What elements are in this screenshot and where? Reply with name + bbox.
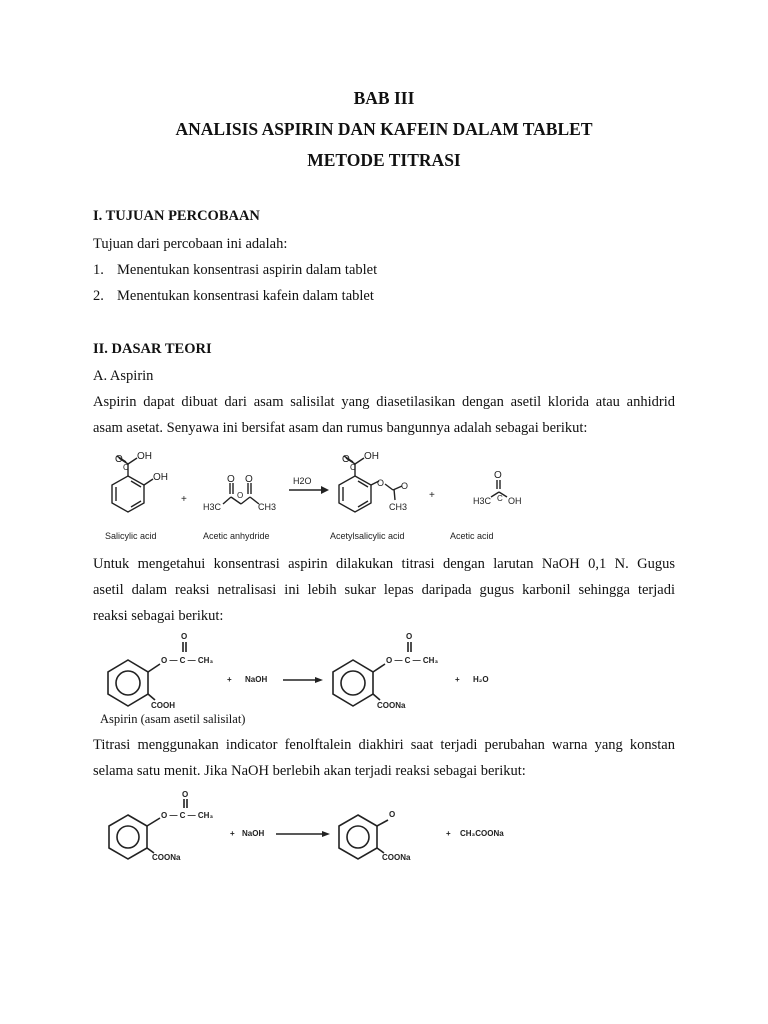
atom-label: O xyxy=(401,481,409,491)
atom-label: O xyxy=(227,474,235,485)
atom-label: OH xyxy=(153,472,168,483)
ester-group: O — C — CH₃ xyxy=(161,656,214,665)
reagent-label: H2O xyxy=(293,476,312,486)
aromatic-circle xyxy=(341,671,365,695)
atom-label: CH3 xyxy=(389,502,408,512)
atom-label: CH3 xyxy=(258,502,277,512)
benzene-ring xyxy=(108,660,148,706)
atom-label: O xyxy=(181,632,188,641)
atom-label: O xyxy=(494,470,502,481)
atom-label: H3C xyxy=(203,502,222,512)
chapter-title: BAB III xyxy=(353,88,415,108)
aromatic-circle xyxy=(347,826,369,848)
atom-label: C xyxy=(350,463,356,472)
paragraph-line: asetil dalam reaksi netralisasi ini lebih sukar lepas daripada gugus karbonil sehingga terjadi xyxy=(93,582,675,598)
substituent-label: COOH xyxy=(151,701,175,710)
aromatic-circle xyxy=(117,826,139,848)
byproduct-label: CH₃COONa xyxy=(460,829,504,838)
benzene-ring xyxy=(339,476,371,512)
compound-label: Salicylic acid xyxy=(105,531,157,541)
atom-label: O xyxy=(182,790,189,799)
atom-label: OH xyxy=(137,451,152,462)
section-heading-tujuan: I. TUJUAN PERCOBAAN xyxy=(93,208,260,224)
plus-sign: + xyxy=(181,494,187,505)
aspirin-synthesis-scheme xyxy=(93,446,553,544)
benzene-ring xyxy=(109,815,147,859)
paragraph-line: Untuk mengetahui konsentrasi aspirin dilakukan titrasi dengan larutan NaOH 0,1 N. Gugus xyxy=(93,556,675,572)
list-item-number: 2. xyxy=(93,288,104,304)
excess-naoh-scheme xyxy=(100,790,530,862)
figure-caption: Aspirin (asam asetil salisilat) xyxy=(100,712,246,726)
aspirin-neutralization-scheme xyxy=(93,630,513,710)
paragraph-line: reaksi sebagai berikut: xyxy=(93,608,224,624)
substituent-label: COONa xyxy=(377,701,406,710)
compound-label: Acetic anhydride xyxy=(203,531,270,541)
atom-label: C xyxy=(497,494,503,503)
aromatic-circle xyxy=(116,671,140,695)
atom-label: O xyxy=(406,632,413,641)
ester-group: O — C — CH₃ xyxy=(161,811,214,820)
atom-label: OH xyxy=(364,451,379,462)
atom-label: O xyxy=(115,454,123,465)
reaction-arrow-head xyxy=(315,677,323,683)
plus-sign: + xyxy=(429,490,435,501)
section-intro: Tujuan dari percobaan ini adalah: xyxy=(93,236,288,252)
reaction-arrow-head xyxy=(321,486,329,494)
list-item-number: 1. xyxy=(93,262,104,278)
subsection-heading-aspirin: A. Aspirin xyxy=(93,368,154,384)
paragraph-line: selama satu menit. Jika NaOH berlebih akan terjadi reaksi sebagai berikut: xyxy=(93,763,526,779)
document-title: ANALISIS ASPIRIN DAN KAFEIN DALAM TABLET xyxy=(175,119,593,139)
substituent-label: COONa xyxy=(152,853,181,862)
atom-label: O xyxy=(245,474,253,485)
benzene-ring xyxy=(333,660,373,706)
reagent-label: NaOH xyxy=(245,675,268,684)
paragraph-line: asam asetat. Senyawa ini bersifat asam dan rumus bangunnya adalah sebagai berikut: xyxy=(93,420,588,436)
paragraph-line: Titrasi menggunakan indicator fenolftalein diakhiri saat terjadi perubahan warna yang konstan xyxy=(93,737,675,753)
atom-label: O xyxy=(377,478,385,488)
substituent-label: COONa xyxy=(382,853,411,862)
atom-label: OH xyxy=(508,496,522,506)
list-item xyxy=(93,288,374,305)
byproduct-label: H₂O xyxy=(473,675,489,684)
benzene-ring xyxy=(112,476,144,512)
reagent-label: NaOH xyxy=(242,829,265,838)
ester-group: O — C — CH₃ xyxy=(386,656,439,665)
reaction-arrow-head xyxy=(322,831,330,837)
benzene-ring xyxy=(339,815,377,859)
plus-sign: + xyxy=(455,675,460,684)
list-item-text: Menentukan konsentrasi kafein dalam tablet xyxy=(117,288,374,304)
document-subtitle: METODE TITRASI xyxy=(307,150,461,170)
compound-label: Acetic acid xyxy=(450,531,494,541)
list-item-text: Menentukan konsentrasi aspirin dalam tablet xyxy=(117,262,378,278)
plus-sign: + xyxy=(230,829,235,838)
plus-sign: + xyxy=(227,675,232,684)
list-item xyxy=(93,262,377,279)
plus-sign: + xyxy=(446,829,451,838)
atom-label: O xyxy=(389,810,396,819)
atom-label: H3C xyxy=(473,496,492,506)
compound-label: Acetylsalicylic acid xyxy=(330,531,405,541)
paragraph-line: Aspirin dapat dibuat dari asam salisilat yang diasetilasikan dengan asetil klorida atau anhidrid xyxy=(93,394,675,410)
section-heading-dasar-teori: II. DASAR TEORI xyxy=(93,341,212,357)
atom-label: O xyxy=(237,491,244,500)
atom-label: O xyxy=(342,454,350,465)
atom-label: C xyxy=(123,463,129,472)
